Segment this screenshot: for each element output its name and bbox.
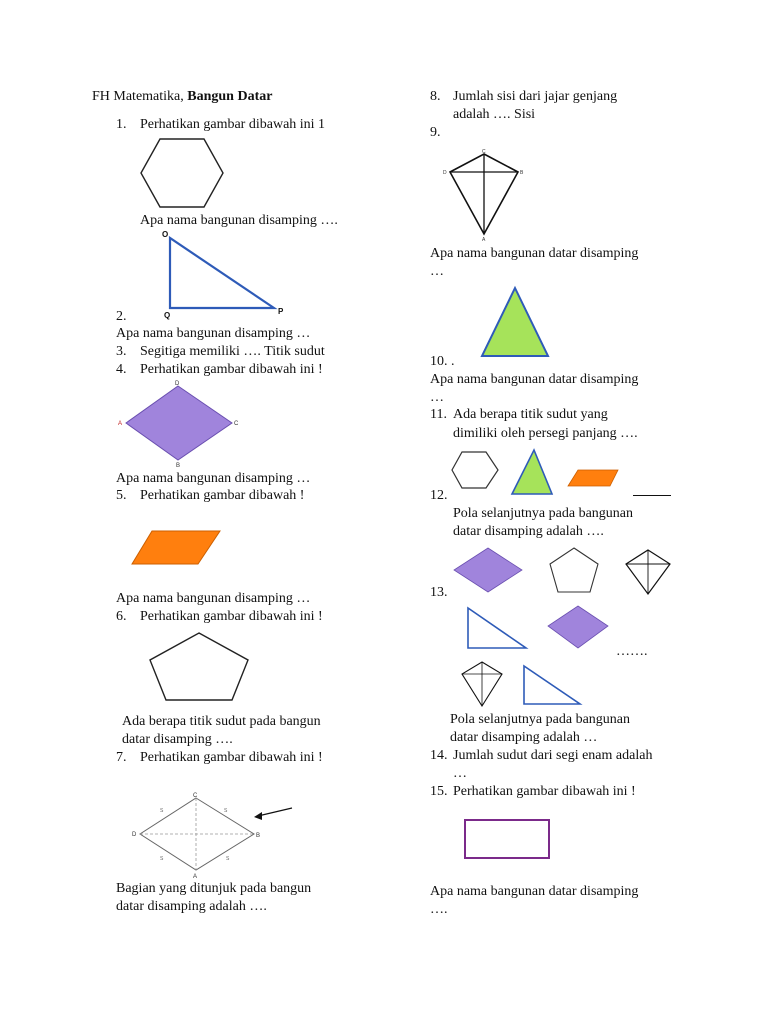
q3-number: 3. — [116, 344, 127, 359]
q9-label-b: B — [520, 170, 524, 176]
q9-label-a: A — [482, 237, 486, 242]
q1-number: 1. — [116, 117, 127, 132]
q12-text-line2: datar disamping adalah …. — [453, 524, 604, 539]
q13-text-line1: Pola selanjutnya pada bangunan — [450, 712, 631, 727]
q8-text-line2: adalah …. Sisi — [453, 107, 536, 122]
kite-diagram-figure — [124, 790, 300, 880]
q13-answer-dots: ……. — [616, 644, 648, 659]
q11-text-line1: Ada berapa titik sudut yang — [453, 407, 608, 422]
q5-question: Apa nama bangunan disamping … — [116, 591, 311, 606]
kite-label-c: C — [193, 793, 198, 799]
q5-number: 5. — [116, 488, 127, 503]
rhombus-label-c: C — [234, 421, 239, 427]
q9-question-line1: Apa nama bangunan datar disamping — [430, 246, 639, 261]
q15-text: Perhatikan gambar dibawah ini ! — [453, 784, 636, 799]
q4-number: 4. — [116, 362, 127, 377]
q7-text: Perhatikan gambar dibawah ini ! — [140, 750, 323, 765]
kite-label-d: D — [132, 832, 137, 838]
rhombus-figure — [116, 378, 242, 468]
q14-text-line1: Jumlah sudut dari segi enam adalah — [453, 748, 653, 763]
q1-text: Perhatikan gambar dibawah ini 1 — [140, 117, 326, 132]
kite-label-s3: S — [160, 856, 164, 862]
q11-number: 11. — [430, 407, 447, 422]
q2-number: 2. — [116, 309, 127, 324]
pentagon-figure — [146, 630, 252, 704]
pointer-arrow — [258, 808, 292, 816]
q9-question-line2: … — [430, 264, 444, 279]
q7-question-line1: Bagian yang ditunjuk pada bangun — [116, 881, 312, 896]
q6-text: Perhatikan gambar dibawah ini ! — [140, 609, 323, 624]
q7-question-line2: datar disamping adalah …. — [116, 899, 267, 914]
q12-text-line1: Pola selanjutnya pada bangunan — [453, 506, 634, 521]
triangle-label-q: Q — [164, 311, 171, 320]
q2-text: Apa nama bangunan disamping … — [116, 326, 311, 341]
rectangle-figure — [460, 816, 554, 864]
q14-number: 14. — [430, 748, 448, 763]
q5-text: Perhatikan gambar dibawah ! — [140, 488, 305, 503]
q15-number: 15. — [430, 784, 448, 799]
q6-number: 6. — [116, 609, 127, 624]
q10-question-line2: … — [430, 390, 444, 405]
kite-label-s4: S — [226, 856, 230, 862]
q13-number: 13. — [430, 585, 448, 600]
hexagon-figure — [138, 136, 226, 210]
q1-question: Apa nama bangunan disamping …. — [140, 213, 338, 228]
q10-number: 10. . — [430, 354, 455, 369]
q13-pattern-row1 — [452, 542, 674, 600]
q9-number: 9. — [430, 125, 441, 140]
q15-question-line1: Apa nama bangunan datar disamping — [430, 884, 639, 899]
rhombus-label-d: D — [175, 381, 180, 387]
q13-pattern-row2 — [456, 602, 616, 654]
q6-question-line2: datar disamping …. — [122, 732, 233, 747]
q8-text-line1: Jumlah sisi dari jajar genjang — [453, 89, 618, 104]
q13-pattern-row3 — [456, 658, 588, 710]
topic-label: Bangun Datar — [187, 89, 273, 104]
q6-question-line1: Ada berapa titik sudut pada bangun — [122, 714, 321, 729]
subject-label: FH Matematika, — [92, 89, 184, 104]
q9-label-d: D — [443, 170, 447, 176]
rhombus-label-b: B — [176, 463, 181, 468]
triangle-label-o: O — [162, 230, 169, 239]
q12-answer-blank[interactable] — [633, 495, 671, 496]
q10-question-line1: Apa nama bangunan datar disamping — [430, 372, 639, 387]
q7-number: 7. — [116, 750, 127, 765]
q14-text-line2: … — [453, 766, 467, 781]
kite-label-b: B — [256, 833, 261, 839]
q9-label-c: C — [482, 149, 486, 155]
page-title — [92, 88, 272, 105]
kite-figure — [440, 146, 530, 242]
kite-label-s2: S — [224, 808, 228, 814]
q13-text-line2: datar disamping adalah … — [450, 730, 598, 745]
right-triangle-figure — [158, 228, 298, 322]
parallelogram-figure — [130, 528, 224, 568]
q15-question-line2: …. — [430, 902, 448, 917]
kite-label-a: A — [193, 874, 198, 880]
q11-text-line2: dimiliki oleh persegi panjang …. — [453, 426, 638, 441]
q12-number: 12. — [430, 488, 448, 503]
q8-number: 8. — [430, 89, 441, 104]
q4-question: Apa nama bangunan disamping … — [116, 471, 311, 486]
q4-text: Perhatikan gambar dibawah ini ! — [140, 362, 323, 377]
q3-text: Segitiga memiliki …. Titik sudut — [140, 344, 325, 359]
q12-pattern-figure — [450, 446, 622, 498]
rhombus-label-a: A — [118, 421, 123, 427]
green-triangle-figure — [478, 284, 552, 360]
triangle-label-p: P — [278, 307, 284, 316]
kite-label-s1: S — [160, 808, 164, 814]
